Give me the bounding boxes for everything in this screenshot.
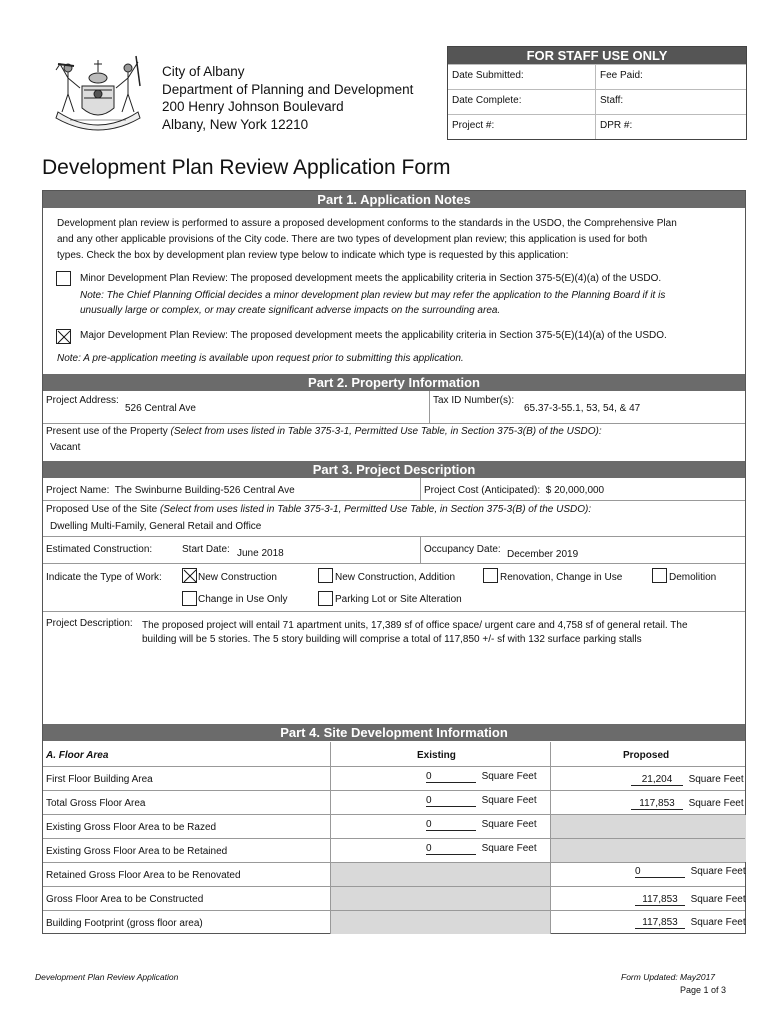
row-constructed-proposed-value: 117,853 (635, 894, 685, 906)
work-addition-label: New Construction, Addition (335, 572, 456, 583)
staff-field: Staff: (595, 90, 746, 114)
department-address (162, 63, 413, 133)
part3-heading: Part 3. Project Description (43, 461, 745, 478)
start-date-value[interactable]: June 2018 (237, 548, 284, 559)
project-description-line-1[interactable]: The proposed project will entail 71 apartment units, 17,389 sf of office space/ urgent care and 4,758 sf of general retail. The (142, 620, 688, 631)
minor-review-note-1: Note: The Chief Planning Official decides a minor development plan review but may refer the application to the Planning Board if it is (80, 290, 666, 301)
tax-id-value[interactable]: 65.37-3-55.1, 53, 54, & 47 (524, 403, 641, 414)
existing-unused-cells (331, 863, 550, 934)
date-submitted-field: Date Submitted: (452, 70, 524, 81)
city-seal-logo (44, 46, 152, 136)
part4-heading: Part 4. Site Development Information (43, 724, 745, 741)
pre-application-note: Note: A pre-application meeting is available upon request prior to submitting this application. (57, 353, 464, 364)
row-footprint-label: Building Footprint (gross floor area) (46, 918, 203, 929)
work-demolition-checkbox[interactable] (652, 568, 667, 583)
floor-area-section-label: A. Floor Area (46, 750, 109, 761)
major-review-checkbox[interactable] (56, 329, 71, 344)
proposed-use-value[interactable]: Dwelling Multi-Family, General Retail and Office (50, 521, 262, 532)
application-form (42, 190, 746, 934)
row-total-gross-existing-value: 0 (426, 795, 476, 807)
row-footprint-proposed[interactable] (635, 917, 746, 929)
row-footprint-proposed-value: 117,853 (635, 917, 685, 929)
unit-label: Square Feet (481, 795, 537, 806)
present-use-label-text: Present use of the Property (46, 426, 168, 437)
proposed-use-label (46, 504, 591, 515)
major-review-label: Major Development Plan Review: The proposed development meets the applicability criteria in Section 375-5(E)(14)(a) of the USDO. (80, 330, 667, 341)
row-constructed-label: Gross Floor Area to be Constructed (46, 894, 204, 905)
part1-intro-line-1: Development plan review is performed to assure a proposed development conforms to the standards in the USDO, the Comprehensive Plan (57, 218, 677, 229)
unit-label: Square Feet (688, 774, 744, 785)
address-line-department: Department of Planning and Development (162, 81, 414, 97)
project-name-field[interactable] (46, 485, 295, 496)
start-date-label: Start Date: (182, 544, 230, 555)
project-cost-label: Project Cost (Anticipated): (424, 485, 541, 496)
project-number-field: Project #: (452, 120, 495, 131)
work-demolition-label: Demolition (669, 572, 717, 583)
fee-paid-field: Fee Paid: (595, 65, 746, 89)
unit-label: Square Feet (688, 798, 744, 809)
project-cost-value: $ 20,000,000 (545, 485, 605, 496)
work-change-use-label: Change in Use Only (198, 594, 288, 605)
unit-label: Square Feet (690, 917, 746, 928)
unit-label: Square Feet (690, 866, 746, 877)
unit-label: Square Feet (690, 894, 746, 905)
row-first-floor-proposed-value: 21,204 (631, 774, 683, 786)
address-line-city-state: Albany, New York 12210 (162, 116, 309, 132)
row-first-floor-proposed[interactable] (631, 774, 744, 786)
row-razed-existing[interactable] (426, 819, 537, 831)
staff-use-box (447, 46, 747, 140)
minor-review-note-2: unusually large or complex, or may create significant adverse impacts on the surrounding area. (80, 305, 501, 316)
row-razed-label: Existing Gross Floor Area to be Razed (46, 822, 217, 833)
work-parking-checkbox[interactable] (318, 591, 333, 606)
proposed-use-label-text: Proposed Use of the Site (46, 504, 158, 515)
row-renovated-proposed-value: 0 (635, 866, 685, 878)
row-first-floor-existing[interactable] (426, 771, 537, 783)
part1-intro-line-3: types. Check the box by development plan review type below to indicate which type is requested by this application: (57, 250, 569, 261)
present-use-hint: (Select from uses listed in Table 375-3-1, Permitted Use Table, in Section 375-3(B) of the USDO): (170, 426, 602, 437)
project-name-value: The Swinburne Building-526 Central Ave (114, 485, 295, 496)
row-first-floor-existing-value: 0 (426, 771, 476, 783)
existing-column-header: Existing (417, 750, 456, 761)
work-parking-label: Parking Lot or Site Alteration (335, 594, 462, 605)
page-title: Development Plan Review Application Form (42, 156, 451, 179)
project-cost-field[interactable] (424, 485, 604, 496)
row-total-gross-label: Total Gross Floor Area (46, 798, 146, 809)
unit-label: Square Feet (481, 819, 537, 830)
part2-heading: Part 2. Property Information (43, 374, 745, 391)
part1-heading: Part 1. Application Notes (43, 191, 745, 208)
part1-intro-line-2: and any other applicable provisions of the City code. There are two types of development plan review; this application is used for both (57, 234, 648, 245)
page-number: Page 1 of 3 (680, 985, 727, 995)
row-total-gross-existing[interactable] (426, 795, 537, 807)
work-new-construction-checkbox[interactable] (182, 568, 197, 583)
address-line-street: 200 Henry Johnson Boulevard (162, 99, 344, 114)
work-renovation-checkbox[interactable] (483, 568, 498, 583)
row-retained-existing-value: 0 (426, 843, 476, 855)
row-renovated-proposed[interactable] (635, 866, 746, 878)
occupancy-date-label: Occupancy Date: (424, 544, 501, 555)
project-name-label: Project Name: (46, 485, 110, 496)
staff-use-title: FOR STAFF USE ONLY (448, 47, 746, 64)
footer-form-name: Development Plan Review Application (35, 972, 179, 982)
row-constructed-proposed[interactable] (635, 894, 746, 906)
row-razed-existing-value: 0 (426, 819, 476, 831)
estimated-construction-label: Estimated Construction: (46, 544, 153, 555)
work-type-label: Indicate the Type of Work: (46, 572, 162, 583)
tax-id-label: Tax ID Number(s): (433, 395, 515, 406)
minor-review-label: Minor Development Plan Review: The proposed development meets the applicability criteria in Section 375-5(E)(4)(a) of the USDO. (80, 273, 662, 284)
unit-label: Square Feet (481, 771, 537, 782)
row-renovated-label: Retained Gross Floor Area to be Renovated (46, 870, 241, 881)
work-addition-checkbox[interactable] (318, 568, 333, 583)
occupancy-date-value[interactable]: December 2019 (507, 549, 579, 560)
row-retained-label: Existing Gross Floor Area to be Retained (46, 846, 228, 857)
address-line-city: City of Albany (162, 64, 245, 79)
row-total-gross-proposed[interactable] (631, 798, 744, 810)
project-description-label: Project Description: (46, 618, 133, 629)
proposed-column-header: Proposed (623, 750, 670, 761)
project-description-line-2[interactable]: building will be 5 stories. The 5 story building will comprise a total of 117,850 +/- sf with 132 surface parking stalls (142, 634, 642, 645)
proposed-use-hint: (Select from uses listed in Table 375-3-1, Permitted Use Table, in Section 375-3(B) of the USDO): (159, 504, 592, 515)
row-first-floor-label: First Floor Building Area (46, 774, 153, 785)
unit-label: Square Feet (481, 843, 537, 854)
project-address-label: Project Address: (46, 395, 119, 406)
present-use-value[interactable]: Vacant (50, 442, 81, 453)
row-retained-existing[interactable] (426, 843, 537, 855)
present-use-label (46, 426, 602, 437)
work-change-use-checkbox[interactable] (182, 591, 197, 606)
footer-form-updated: Form Updated: May2017 (621, 972, 716, 982)
work-renovation-label: Renovation, Change in Use (500, 572, 623, 583)
minor-review-checkbox[interactable] (56, 271, 71, 286)
project-address-value[interactable]: 526 Central Ave (125, 403, 196, 414)
row-total-gross-proposed-value: 117,853 (631, 798, 683, 810)
date-complete-field: Date Complete: (452, 95, 522, 106)
work-new-construction-label: New Construction (198, 572, 277, 583)
dpr-number-field: DPR #: (595, 115, 746, 139)
